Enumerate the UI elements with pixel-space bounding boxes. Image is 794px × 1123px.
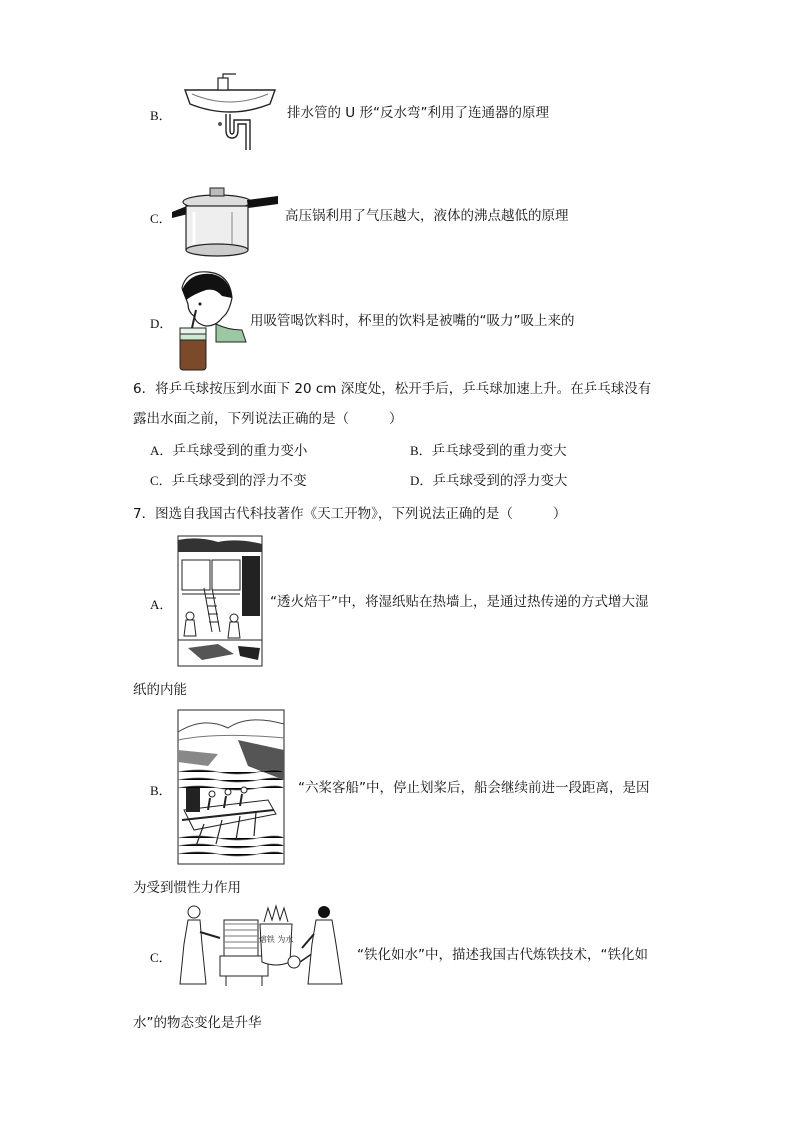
q7-option-a-text-line1: “透火焙干”中，将湿纸贴在热墙上，是通过热传递的方式增大湿: [270, 594, 649, 610]
q7-option-b-text-line1: “六桨客船”中，停止划桨后，船会继续前进一段距离，是因: [298, 780, 650, 796]
q5-option-c-text: 高压锅利用了气压越大，液体的沸点越低的原理: [285, 208, 569, 224]
q5-option-c-label: C．: [150, 211, 172, 226]
furnace-text: 熔铁 为水: [258, 935, 294, 944]
iron-smelting-woodcut-image: [176, 904, 348, 990]
q6-stem-line1: 6．将乒乓球按压到水面下 20 cm 深度处，松开手后，乒乓球加速上升。在乒乓球没有: [133, 381, 652, 397]
q6-option-a: A．乒乓球受到的重力变小: [150, 443, 308, 459]
q7-option-b-text-line2: 为受到惯性力作用: [133, 880, 241, 896]
q7-option-b-label: B．: [150, 783, 172, 798]
q6-option-b: B．乒乓球受到的重力变大: [410, 443, 567, 459]
q5-option-d-text: 用吸管喝饮料时，杯里的饮料是被嘴的“吸力”吸上来的: [250, 313, 575, 329]
six-oar-boat-woodcut-image: [178, 710, 284, 864]
paper-drying-woodcut-image: [178, 536, 262, 666]
q6-option-d: D．乒乓球受到的浮力变大: [410, 473, 568, 489]
q7-option-a-label: A．: [150, 597, 173, 612]
q7-option-c-label: C．: [150, 950, 172, 965]
q6-stem-line2: 露出水面之前，下列说法正确的是（ ）: [133, 411, 403, 427]
pressure-cooker-image: [172, 182, 282, 260]
q6-option-c: C．乒乓球受到的浮力不变: [150, 473, 307, 489]
q7-stem: 7．图选自我国古代科技著作《天工开物》，下列说法正确的是（ ）: [133, 506, 567, 522]
q7-option-c-text-line1: “铁化如水”中，描述我国古代炼铁技术，“铁化如: [357, 947, 648, 963]
q5-option-d-label: D．: [150, 316, 173, 331]
q7-option-c-text-line2: 水”的物态变化是升华: [133, 1015, 262, 1031]
q5-option-b-label: B．: [150, 108, 172, 123]
q5-option-b-text: 排水管的 U 形“反水弯”利用了连通器的原理: [287, 105, 549, 121]
boy-drinking-straw-image: [172, 268, 248, 374]
sink-u-trap-image: [180, 72, 280, 154]
q7-option-a-text-line2: 纸的内能: [133, 682, 187, 698]
